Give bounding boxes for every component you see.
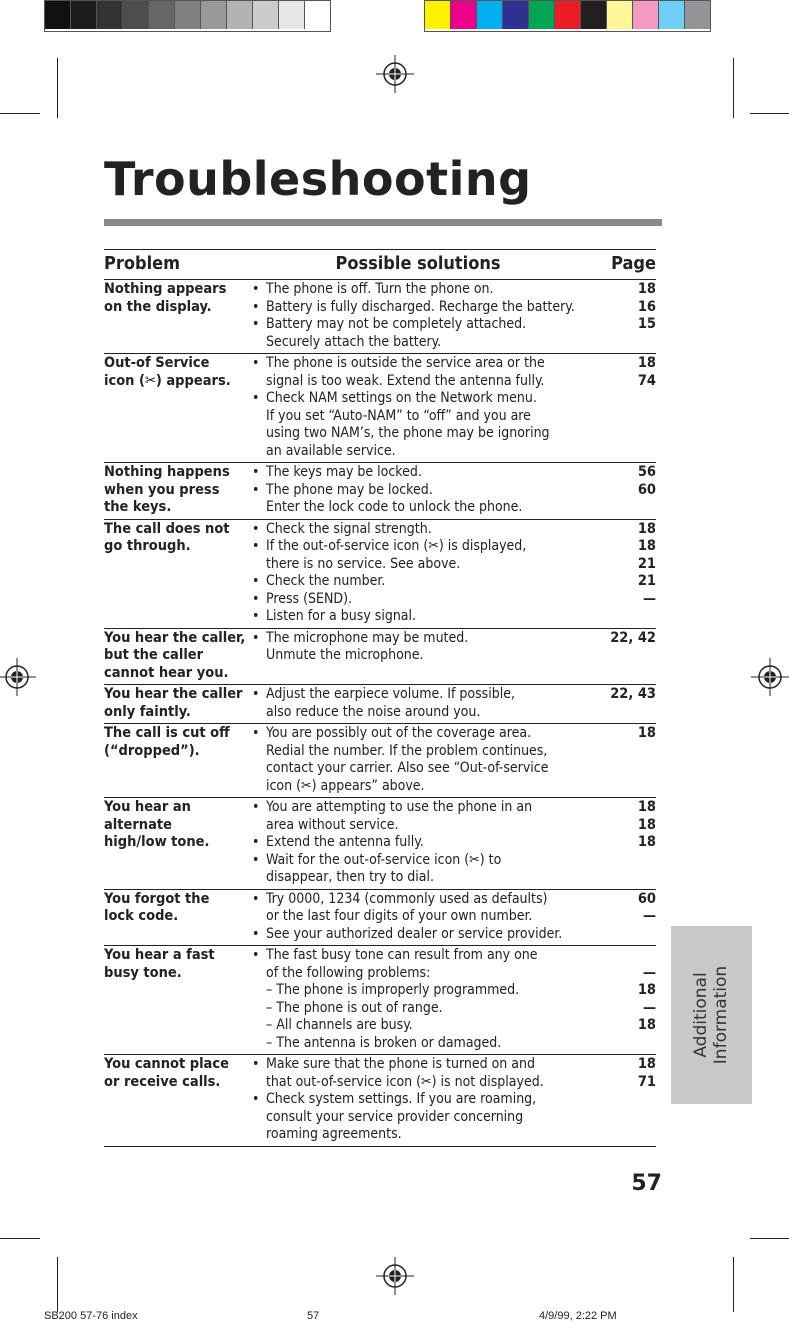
page-cell: [584, 628, 656, 685]
problem-cell: You hear an alternate high/low tone.: [104, 799, 210, 850]
registration-mark-left: [0, 658, 36, 696]
footer-page: 57: [307, 1310, 320, 1322]
table-row: [104, 798, 656, 890]
header-page: Page: [611, 253, 656, 274]
page-reference: 18: [637, 355, 656, 371]
problem-cell: You hear the caller, but the caller cannot hear you.: [104, 629, 246, 681]
page-reference: 18: [637, 1017, 656, 1033]
page-cell: [584, 946, 656, 1055]
gray-swatch: [149, 1, 175, 29]
solutions-cell: [252, 628, 584, 685]
problem-cell: The call is cut off (“dropped”).: [104, 725, 230, 759]
solutions-cell: [252, 1055, 584, 1147]
table-row: [104, 724, 656, 798]
crop-mark: [750, 1238, 789, 1239]
solution-bullet: • The phone is outside the service area or the signal is too weak. Extend the antenna fully.: [252, 355, 584, 390]
page-reference: 18: [637, 725, 656, 741]
solution-subitem: – The antenna is broken or damaged.: [266, 1034, 502, 1051]
page-reference: 18: [637, 834, 656, 850]
page-cell: [584, 354, 656, 463]
page-cell: [584, 519, 656, 628]
solution-bullet: • Extend the antenna fully.: [252, 834, 584, 852]
table-row: [104, 628, 656, 685]
solution-bullet: • Battery may not be completely attached. Securely attach the battery.: [252, 316, 584, 351]
solution-bullet: • Listen for a busy signal.: [252, 608, 584, 626]
table-body: [104, 280, 656, 1147]
table-row: [104, 946, 656, 1055]
header-problem: Problem: [104, 253, 180, 274]
color-swatch: [503, 1, 529, 29]
page-reference: 56: [637, 464, 656, 480]
crop-mark: [57, 58, 58, 118]
footer-date: 4/9/99, 2:22 PM: [539, 1310, 617, 1322]
problem-cell: You hear the caller only faintly.: [104, 686, 243, 720]
solution-bullet: • Wait for the out-of-service icon (✂) to disappear, then try to dial.: [252, 852, 584, 887]
color-swatch: [607, 1, 633, 29]
gray-swatch: [175, 1, 201, 29]
solution-subitem: – The phone is improperly programmed.: [266, 982, 520, 998]
page-reference: 18: [637, 982, 656, 998]
table-row: [104, 889, 656, 946]
page-reference: 21: [637, 573, 656, 589]
table-header-row: [104, 250, 656, 280]
footer-file: SB200 57-76 index: [44, 1310, 138, 1322]
crop-mark: [0, 1238, 40, 1239]
table-row: [104, 354, 656, 463]
solutions-cell: [252, 798, 584, 890]
solutions-cell: [252, 946, 584, 1055]
solutions-cell: [252, 463, 584, 520]
title-rule: [104, 219, 662, 226]
solution-bullet: • Check system settings. If you are roaming, consult your service provider concerning roaming agreements.: [252, 1091, 584, 1144]
registration-mark-right: [751, 658, 789, 696]
gray-swatch: [71, 1, 97, 29]
solutions-cell: [252, 280, 584, 354]
page-reference: 22, 42: [610, 629, 656, 646]
section-tab: [671, 926, 752, 1104]
page-cell: [584, 724, 656, 798]
page-reference: 18: [637, 520, 656, 537]
page-number: 57: [631, 1171, 662, 1196]
header-solutions: Possible solutions: [335, 253, 501, 274]
solution-bullet: • See your authorized dealer or service provider.: [252, 926, 584, 944]
page-reference: 22, 43: [610, 686, 656, 702]
table-row: [104, 519, 656, 628]
page-title: Troubleshooting: [104, 152, 532, 206]
solution-bullet: • The phone is off. Turn the phone on.: [252, 281, 584, 299]
crop-mark: [733, 58, 734, 118]
page-reference: 18: [637, 281, 656, 297]
page-reference: 21: [637, 555, 656, 572]
solution-bullet: • Adjust the earpiece volume. If possible, also reduce the noise around you.: [252, 686, 584, 721]
color-swatch: [425, 1, 451, 29]
crop-mark: [750, 113, 789, 114]
page-cell: [584, 889, 656, 946]
page-reference: 60: [637, 481, 656, 498]
grayscale-calibration-bar: [44, 0, 331, 32]
page-cell: [584, 1055, 656, 1147]
page-reference: 18: [637, 538, 656, 554]
registration-mark-top: [376, 55, 414, 93]
page-reference: 18: [637, 1056, 656, 1072]
page-reference: 60: [637, 890, 656, 907]
page-reference: —: [642, 908, 656, 924]
solution-bullet: • If the out-of-service icon (✂) is displayed, there is no service. See above.: [252, 538, 584, 573]
solution-subitem: – The phone is out of range.: [266, 999, 443, 1016]
page-reference: 15: [637, 316, 656, 332]
problem-cell: Out-of Service icon (✂) appears.: [104, 355, 231, 389]
gray-swatch: [201, 1, 227, 29]
solution-bullet: • Check the number.: [252, 573, 584, 591]
solution-bullet: • The keys may be locked.: [252, 464, 584, 482]
problem-cell: Nothing appears on the display.: [104, 281, 227, 315]
solution-bullet: • Check the signal strength.: [252, 521, 584, 539]
solution-bullet: • Try 0000, 1234 (commonly used as defaults) or the last four digits of your own number.: [252, 891, 584, 926]
solutions-cell: [252, 724, 584, 798]
solution-bullet: • Make sure that the phone is turned on and that out-of-service icon (✂) is not displayed.: [252, 1056, 584, 1091]
table-row: [104, 280, 656, 354]
solution-subitem: – All channels are busy.: [266, 1017, 413, 1033]
gray-swatch: [227, 1, 253, 29]
page-reference: —: [642, 964, 656, 981]
page-cell: [584, 685, 656, 724]
gray-swatch: [253, 1, 279, 29]
color-swatch: [555, 1, 581, 29]
solution-bullet: • Check NAM settings on the Network menu. If you set “Auto-NAM” to “off” and you are using two NAM’s, the phone may be ignoring an available service.: [252, 390, 584, 460]
solutions-cell: [252, 889, 584, 946]
problem-cell: You forgot the lock code.: [104, 890, 210, 924]
table-row: [104, 463, 656, 520]
solutions-cell: [252, 354, 584, 463]
table-row: [104, 1055, 656, 1147]
gray-swatch: [305, 1, 330, 29]
problem-cell: Nothing happens when you press the keys.: [104, 464, 230, 515]
crop-mark: [733, 1257, 734, 1312]
solution-bullet: • The phone may be locked. Enter the lock code to unlock the phone.: [252, 482, 584, 517]
solution-bullet: • Battery is fully discharged. Recharge the battery.: [252, 299, 584, 317]
page-reference: 74: [637, 372, 656, 389]
page-reference: —: [642, 590, 656, 607]
color-calibration-bar: [424, 0, 711, 32]
gray-swatch: [123, 1, 149, 29]
troubleshooting-table: [104, 249, 656, 1147]
problem-cell: The call does not go through.: [104, 520, 230, 554]
page-reference: 18: [637, 816, 656, 833]
page-cell: [584, 463, 656, 520]
crop-mark: [57, 1257, 58, 1312]
section-tab-label: Additional Information: [691, 965, 732, 1065]
color-swatch: [451, 1, 477, 29]
page-reference: [584, 947, 656, 965]
table-row: [104, 685, 656, 724]
page-reference: 16: [637, 298, 656, 315]
color-swatch: [633, 1, 659, 29]
page-cell: [584, 798, 656, 890]
color-swatch: [659, 1, 685, 29]
solution-bullet: • You are possibly out of the coverage area. Redial the number. If the problem continues, contact your carrier. Also see “Out-of-service icon (✂) appears” above.: [252, 725, 584, 795]
gray-swatch: [279, 1, 305, 29]
solution-bullet: • You are attempting to use the phone in an area without service.: [252, 799, 584, 834]
solution-bullet: • Press (SEND).: [252, 591, 584, 609]
color-swatch: [581, 1, 607, 29]
color-swatch: [477, 1, 503, 29]
solutions-cell: [252, 685, 584, 724]
page-cell: [584, 280, 656, 354]
problem-cell: You hear a fast busy tone.: [104, 947, 215, 981]
registration-mark-bottom: [376, 1257, 414, 1295]
crop-mark: [0, 113, 40, 114]
solutions-cell: [252, 519, 584, 628]
gray-swatch: [45, 1, 71, 29]
page-reference: 71: [637, 1073, 656, 1090]
problem-cell: You cannot place or receive calls.: [104, 1056, 229, 1090]
color-swatch: [685, 1, 710, 29]
gray-swatch: [97, 1, 123, 29]
page-reference: 18: [637, 799, 656, 815]
color-swatch: [529, 1, 555, 29]
solution-bullet: • The microphone may be muted. Unmute the microphone.: [252, 630, 584, 665]
solution-bullet: • The fast busy tone can result from any one of the following problems:: [252, 947, 584, 982]
page-reference: —: [642, 999, 656, 1016]
